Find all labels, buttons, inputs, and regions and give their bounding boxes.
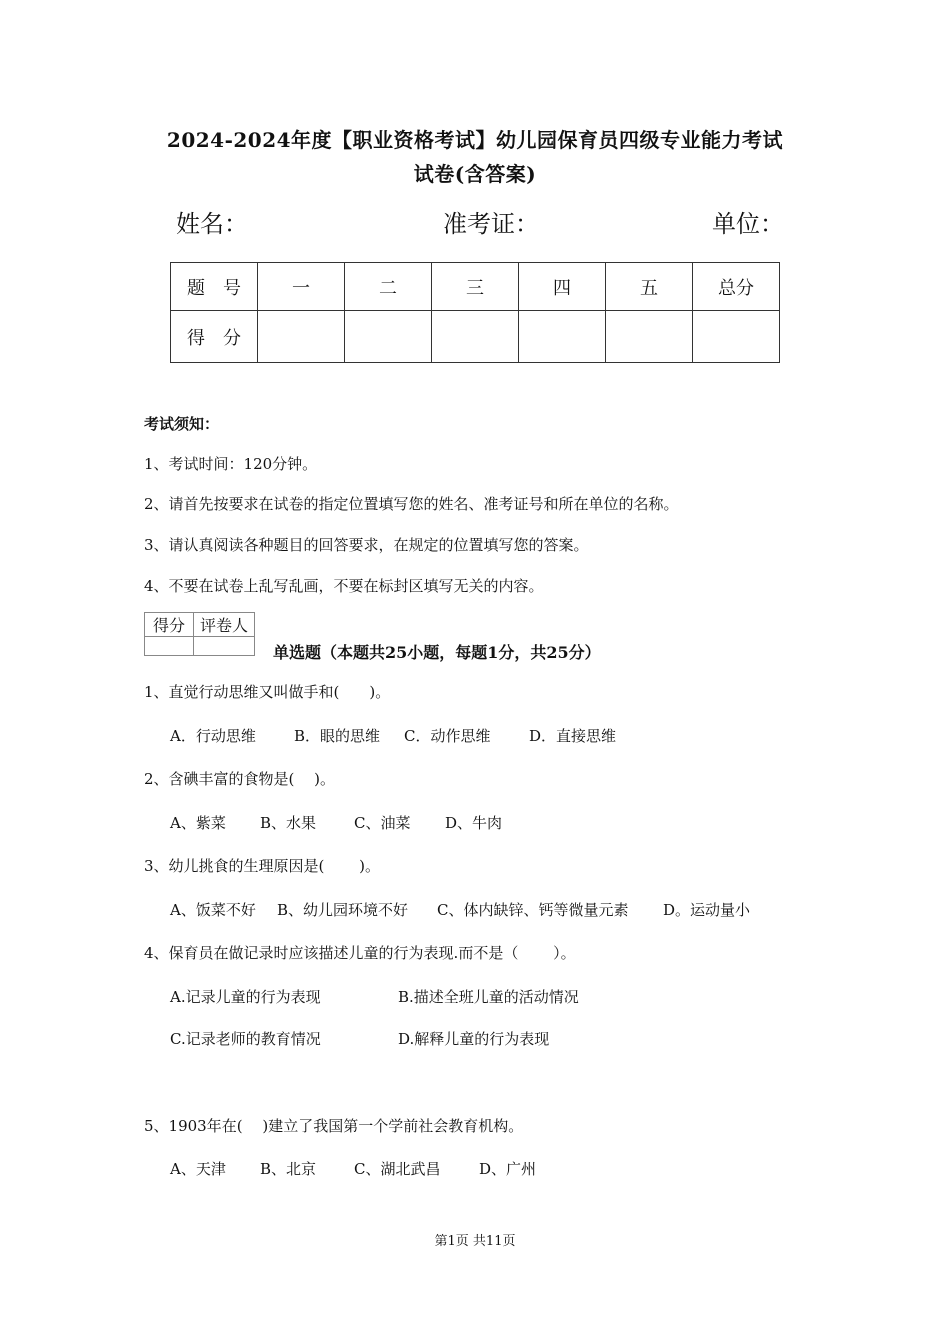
score-cell [258, 311, 345, 363]
instruction-item: 1、考试时间：120分钟。 [144, 455, 318, 473]
score-cell [345, 311, 432, 363]
question-option: C、油菜 [354, 814, 411, 832]
question-option: D．直接思维 [529, 727, 617, 745]
score-cell [606, 311, 693, 363]
question-option: C．动作思维 [404, 727, 491, 745]
section-heading: 单选题（本题共25小题，每题1分，共25分） [273, 643, 601, 662]
grader-box-grader-cell [194, 637, 255, 656]
score-cell [693, 311, 780, 363]
question-option: A、饭菜不好 [170, 901, 256, 919]
question-stem: 4、保育员在做记录时应该描述儿童的行为表现.而不是（ ）。 [144, 944, 576, 962]
question-option: D、广州 [479, 1160, 537, 1178]
question-option: B.描述全班儿童的活动情况 [398, 988, 579, 1006]
question-stem: 3、幼儿挑食的生理原因是( )。 [144, 857, 381, 875]
question-stem: 1、直觉行动思维又叫做手和( )。 [144, 683, 391, 701]
score-cell [519, 311, 606, 363]
grader-box-grader-label: 评卷人 [194, 613, 255, 637]
page-footer: 第1页 共11页 [434, 1234, 516, 1249]
score-table-header-cell: 一 [258, 263, 345, 311]
question-option: A、天津 [170, 1160, 226, 1178]
score-table-header-cell: 题 号 [171, 263, 258, 311]
document-title-line2: 试卷(含答案) [413, 162, 537, 186]
question-option: D。运动量小 [663, 901, 751, 919]
score-table-score-row [171, 311, 780, 363]
exam-id-field-label: 准考证： [443, 210, 539, 238]
instruction-item: 3、请认真阅读各种题目的回答要求，在规定的位置填写您的答案。 [144, 536, 589, 554]
score-table-header-row [171, 263, 780, 311]
score-table-header-cell: 二 [345, 263, 432, 311]
score-table-header-cell: 四 [519, 263, 606, 311]
grader-box-score-cell [145, 637, 194, 656]
question-option: C、湖北武昌 [354, 1160, 441, 1178]
instruction-item: 2、请首先按要求在试卷的指定位置填写您的姓名、准考证号和所在单位的名称。 [144, 495, 679, 513]
unit-field-label: 单位： [712, 210, 784, 238]
score-cell [432, 311, 519, 363]
instructions-heading: 考试须知： [144, 415, 220, 433]
name-field-label: 姓名： [176, 210, 248, 238]
question-option: A.记录儿童的行为表现 [170, 988, 321, 1006]
question-stem: 5、1903年在( )建立了我国第一个学前社会教育机构。 [144, 1117, 524, 1135]
instruction-item: 4、不要在试卷上乱写乱画，不要在标封区填写无关的内容。 [144, 577, 544, 595]
grader-box [144, 612, 255, 656]
score-table [170, 262, 780, 363]
question-option: C、体内缺锌、钙等微量元素 [437, 901, 629, 919]
document-title-line1: 2024-2024年度【职业资格考试】幼儿园保育员四级专业能力考试 [166, 128, 784, 152]
question-option: D.解释儿童的行为表现 [398, 1030, 550, 1048]
grader-box-score-label: 得分 [145, 613, 194, 637]
question-option: C.记录老师的教育情况 [170, 1030, 321, 1048]
question-option: A．行动思维 [170, 727, 256, 745]
score-table-header-cell: 三 [432, 263, 519, 311]
question-option: B、北京 [260, 1160, 317, 1178]
score-table-header-cell: 五 [606, 263, 693, 311]
question-option: D、牛肉 [445, 814, 503, 832]
question-option: B、幼儿园环境不好 [277, 901, 409, 919]
question-option: A、紫菜 [170, 814, 226, 832]
question-option: B、水果 [260, 814, 317, 832]
question-option: B．眼的思维 [294, 727, 381, 745]
question-stem: 2、含碘丰富的食物是( )。 [144, 770, 336, 788]
score-row-label: 得 分 [171, 311, 258, 363]
score-table-header-cell: 总分 [693, 263, 780, 311]
